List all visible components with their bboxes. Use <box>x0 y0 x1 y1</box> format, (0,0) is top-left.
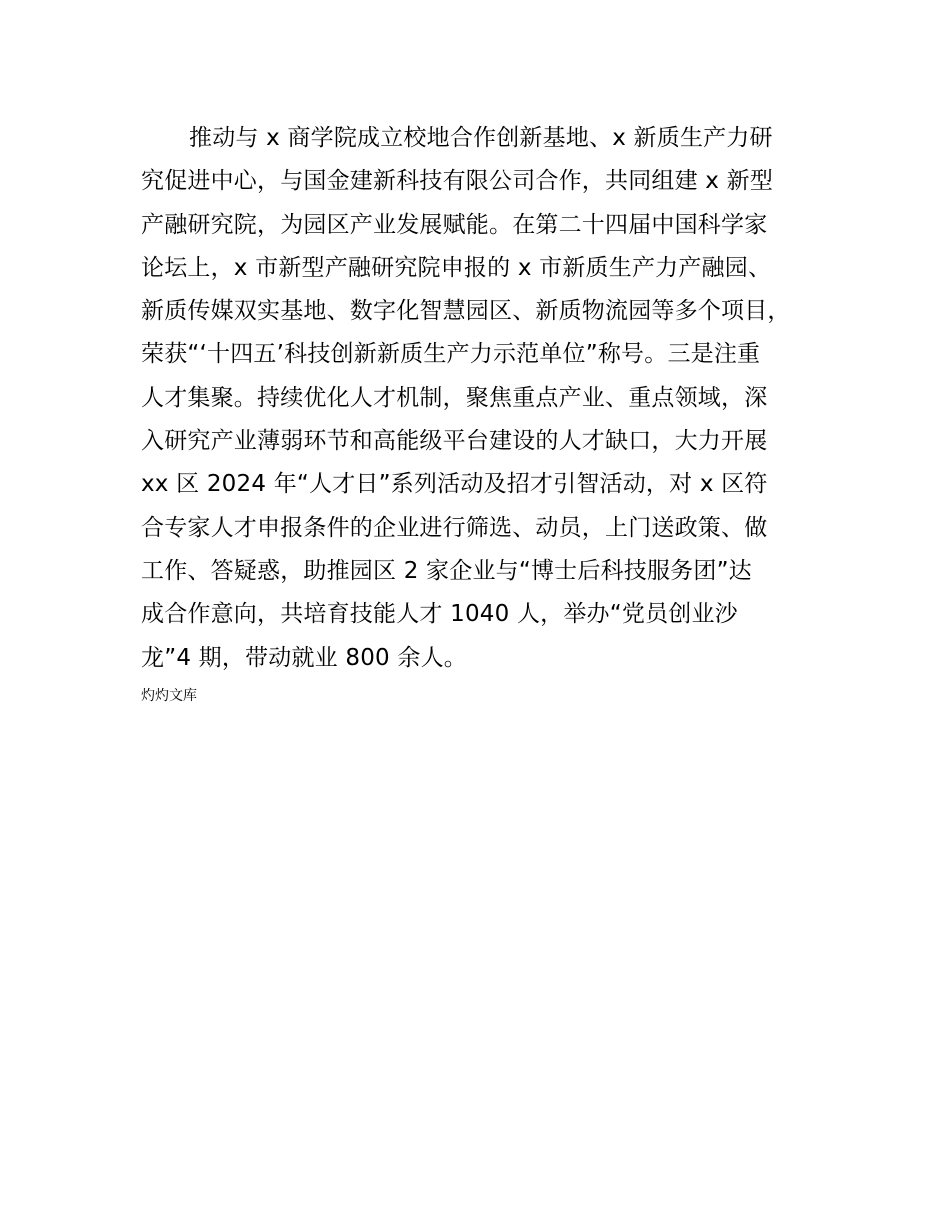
paragraph-line: 产融研究院，为园区产业发展赋能。在第二十四届中国科学家 <box>141 211 768 238</box>
paragraph-line: 龙”4 期，带动就业 800 余人。 <box>141 644 467 671</box>
paragraph-line: 入研究产业薄弱环节和高能级平台建设的人才缺口，大力开展 <box>141 428 768 455</box>
paragraph-line: 推动与 x 商学院成立校地合作创新基地、x 新质生产力研 <box>189 125 773 151</box>
paragraph-line: 人才集聚。持续优化人才机制，聚焦重点产业、重点领域，深 <box>141 384 768 411</box>
paragraph-line: xx 区 2024 年“人才日”系列活动及招才引智活动，对 x 区符 <box>141 471 768 498</box>
paragraph-line: 新质传媒双实基地、数字化智慧园区、新质物流园等多个项目， <box>141 298 791 325</box>
paragraph-line: 荣获“‘十四五’科技创新新质生产力示范单位”称号。三是注重 <box>141 341 761 368</box>
paragraph-line: 工作、答疑惑，助推园区 2 家企业与“博士后科技服务团”达 <box>141 557 752 584</box>
paragraph-line: 合专家人才申报条件的企业进行筛选、动员，上门送政策、做 <box>141 514 768 541</box>
paragraph-line: 论坛上，x 市新型产融研究院申报的 x 市新质生产力产融园、 <box>141 254 772 281</box>
footer-source-label: 灼灼文库 <box>141 688 197 704</box>
paragraph-line: 成合作意向，共培育技能人才 1040 人，举办“党员创业沙 <box>141 601 738 628</box>
body-paragraph <box>141 117 813 680</box>
paragraph-line: 究促进中心，与国金建新科技有限公司合作，共同组建 x 新型 <box>141 168 774 195</box>
